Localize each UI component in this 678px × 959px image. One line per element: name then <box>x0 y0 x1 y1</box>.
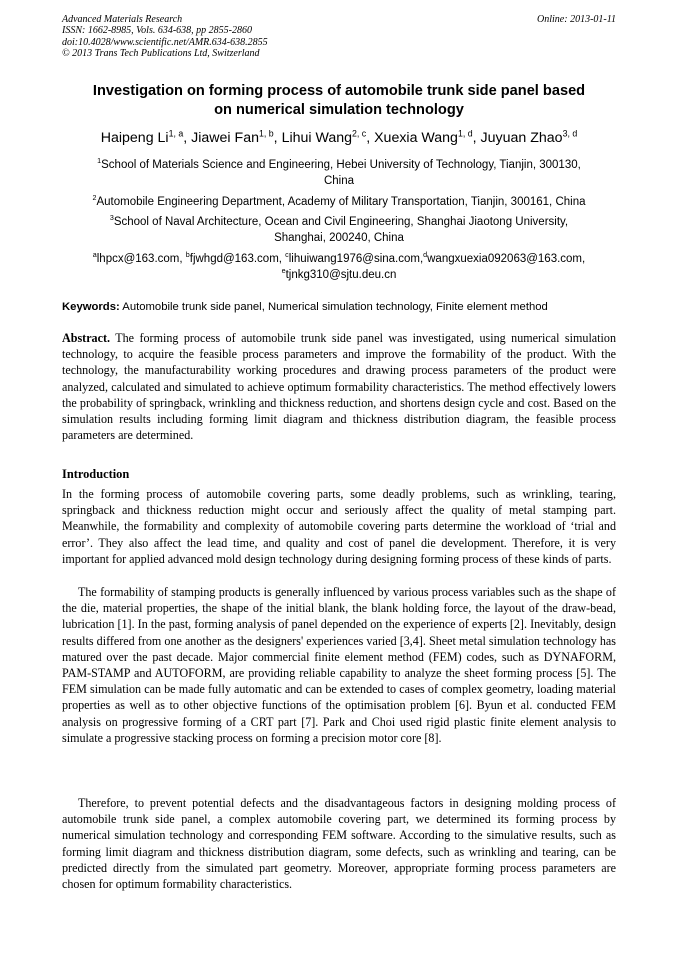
author: Juyuan Zhao$^{3, d}$ <box>480 128 578 146</box>
doi-line: doi:10.4028/www.scientific.net/AMR.634-638.2855 <box>62 36 268 48</box>
author: Xuexia Wang$^{1, d}$, <box>374 128 481 146</box>
issn-line: ISSN: 1662-8985, Vols. 634-638, pp 2855-2860 <box>62 25 252 37</box>
author: Haipeng Li$^{1, a}$, <box>100 128 192 146</box>
affiliation-3: $^3$School of Naval Architecture, Ocean and Civil Engineering, Shanghai Jiaotong University, Shanghai, 200240, China <box>109 214 569 244</box>
section-heading-introduction: Introduction <box>62 467 130 481</box>
online-date: Online: 2013-01-11 <box>537 14 616 25</box>
copyright-line: © 2013 Trans Tech Publications Ltd, Switzerland <box>62 47 260 59</box>
journal-header <box>62 14 616 59</box>
author-list <box>40 129 638 147</box>
abstract <box>62 330 616 443</box>
keywords-text: Automobile trunk side panel, Numerical simulation technology, Finite element method <box>119 301 548 313</box>
affiliation-1: $^1$School of Materials Science and Engineering, Hebei University of Technology, Tianjin, 300130, China <box>97 157 581 187</box>
affiliation-2: $^2$Automobile Engineering Department, Academy of Military Transportation, Tianjin, 300161, China <box>92 194 586 208</box>
intro-paragraph-3: Therefore, to prevent potential defects and the disadvantageous factors in designing molding process of automobile trunk side panel, a complex automobile covering part, we determined its forming process by numerical simulation technology and corresponding FEM software. According to the simulative results, such as forming limit diagram and thickness distribution diagram, some defects, such as wrinkling and tearing, can be predicted directly from the simulated part geometry. Moreover, appropriate forming process parameters are chosen for optimum formability characteristics. <box>62 796 616 892</box>
email-link: tjnkg310@sjtu.deu.cn <box>285 269 397 281</box>
keywords-label: Keywords: <box>62 301 120 313</box>
email-link: lhpcx@163.com, <box>96 253 186 265</box>
journal-name: Advanced Materials Research <box>62 14 183 25</box>
intro-paragraph-2: The formability of stamping products is generally influenced by various process variables such as the shape of the die, material properties, the shape of the initial blank, the blank holding force, the layout of the draw-bead, lubrication [1]. In the past, forming analysis of panel depended on the experience of experts [2]. Inevitably, design results differed from one another as the designers' experiences varied [3,4]. Sheet metal simulation technology has matured over the past decade. Major commercial finite element method (FEM) codes, such as DYNAFORM, PAM-STAMP and AUTOFORM, are providing reliable capability to analyze the sheet forming process [5]. The FEM simulation can be made fully automatic and can be extended to cases of complex geometry, loading material properties as well as to other objective functions of the optimisation problem [6]. Byun et al. conducted FEM analysis on progressive forming of a CRT part [7]. Park and Choi used rigid plastic finite element analysis to simulate a progressive stacking process on forming a precision motor core [8]. <box>62 585 616 745</box>
author: Lihui Wang$^{2, c}$, <box>281 128 375 146</box>
email-link: lihuiwang1976@sina.com, <box>288 253 424 265</box>
email-link: fjwhgd@163.com, <box>189 253 286 265</box>
title-line-1: Investigation on forming process of automobile trunk side panel based <box>92 83 586 99</box>
paper-title <box>62 82 616 119</box>
title-line-2: on numerical simulation technology <box>214 101 464 118</box>
intro-paragraph-1: In the forming process of automobile covering parts, some deadly problems, such as wrinkling, tearing, springback and thickness reduction might occur and seriously affect the quality of metal stamping part. Meanwhile, the formability and complexity of automobile covering parts determine the workload of ‘trial and error’. They also affect the lead time, and quality and cost of panel die development. Therefore, it is very important for applied advanced mold design technology during designing forming process of these kinds of parts. <box>62 487 616 566</box>
keywords <box>62 300 622 315</box>
abstract-text: The forming process of automobile trunk side panel was investigated, using numerical simulation technology, to acquire the feasible process parameters and improve the formability of the product. With the technology, the manufacturability working procedures and drawing process parameters of the product were analyzed, calculated and simulated to achieve optimum formability characteristics. The method effectively lowers the probability of springback, wrinkling and thickness reduction, and shortens design cycle and cost. Based on the simulation results including forming limit diagram and thickness distribution diagram, the feasible process parameters are determined. <box>62 331 616 443</box>
abstract-label: Abstract. <box>62 331 111 345</box>
email-list: $^a$lhpcx@163.com, $^b$fjwhgd@163.com, $^c$lihuiwang1976@sina.com,$^d$wangxuexia092063@163.com, $^e$tjnkg310@sjtu.deu.cn <box>92 251 586 281</box>
email-link: wangxuexia092063@163.com, <box>427 253 586 265</box>
author: Jiawei Fan$^{1, b}$, <box>191 128 282 146</box>
